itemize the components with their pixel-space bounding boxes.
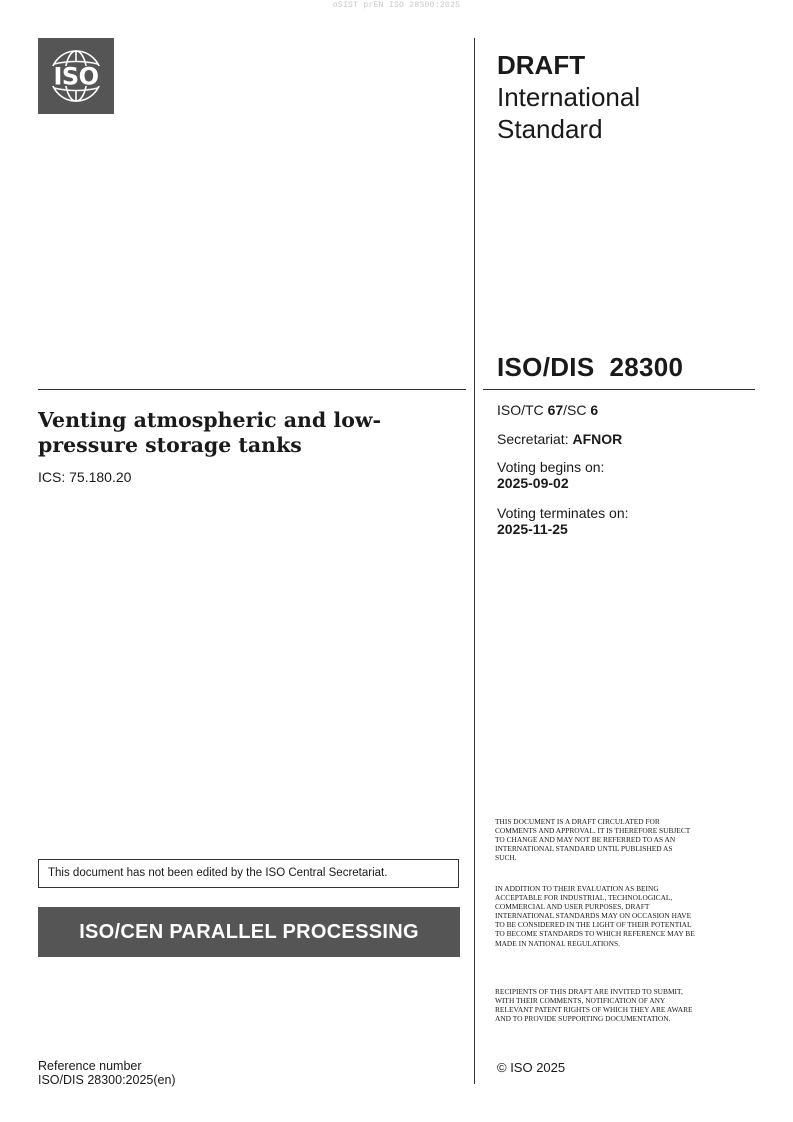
vertical-divider bbox=[474, 38, 475, 1084]
copyright: © ISO 2025 bbox=[497, 1060, 566, 1075]
voting-begins-label: Voting begins on: bbox=[497, 459, 605, 475]
reference-value: ISO/DIS 28300:2025(en) bbox=[38, 1073, 176, 1087]
committee bbox=[497, 402, 598, 418]
left-horizontal-rule bbox=[38, 389, 466, 390]
voting-terminates-date: 2025-11-25 bbox=[497, 521, 568, 537]
voting-begins-date: 2025-09-02 bbox=[497, 475, 569, 491]
heading-international: International bbox=[497, 82, 641, 112]
secretariat-value: AFNOR bbox=[572, 431, 623, 447]
document-type-heading bbox=[497, 49, 640, 145]
committee-mid: /SC bbox=[563, 402, 591, 418]
svg-text:ISO: ISO bbox=[53, 62, 99, 91]
disclaimer-paragraph-1: THIS DOCUMENT IS A DRAFT CIRCULATED FOR COMMENTS AND APPROVAL. IT IS THEREFORE SUBJECT TO CHANGE AND MAY NOT BE REFERRED TO AS AN INTERNATIONAL STANDARD UNTIL PUBLISHED AS SUCH. bbox=[495, 817, 691, 863]
heading-standard: Standard bbox=[497, 114, 603, 144]
committee-prefix: ISO/TC bbox=[497, 402, 548, 418]
parallel-processing-banner: ISO/CEN PARALLEL PROCESSING bbox=[38, 907, 460, 957]
voting-terminates bbox=[497, 505, 629, 537]
disclaimer-paragraph-3: RECIPIENTS OF THIS DRAFT ARE INVITED TO SUBMIT, WITH THEIR COMMENTS, NOTIFICATION OF ANY RELEVANT PATENT RIGHTS OF WHICH THEY ARE AWARE AND TO PROVIDE SUPPORTING DOCUMENTATION. bbox=[495, 987, 693, 1024]
not-edited-notice: This document has not been edited by the ISO Central Secretariat. bbox=[38, 859, 459, 888]
title-line-2: pressure storage tanks bbox=[38, 433, 302, 457]
ics-code: ICS: 75.180.20 bbox=[38, 469, 132, 485]
voting-terminates-label: Voting terminates on: bbox=[497, 505, 629, 521]
watermark: oSIST prEN ISO 28300:2025 bbox=[332, 1, 461, 10]
secretariat-label: Secretariat: bbox=[497, 431, 573, 447]
document-title bbox=[38, 408, 458, 458]
secretariat bbox=[497, 431, 622, 447]
iso-globe-logo-icon bbox=[38, 38, 114, 114]
committee-sc: 6 bbox=[590, 402, 599, 418]
voting-begins bbox=[497, 459, 604, 491]
committee-tc: 67 bbox=[547, 402, 564, 418]
disclaimer-paragraph-2: IN ADDITION TO THEIR EVALUATION AS BEING ACCEPTABLE FOR INDUSTRIAL, TECHNOLOGICAL, COMMERCIAL AND USER PURPOSES, DRAFT INTERNATIONAL STANDARDS MAY ON OCCASION HAVE TO BE CONSIDERED IN THE LIGHT OF THEIR POTENTIAL TO BECOME STANDARDS TO WHICH REFERENCE MAY BE MADE IN NATIONAL REGULATIONS. bbox=[495, 884, 695, 948]
reference-number bbox=[38, 1059, 176, 1087]
heading-draft: DRAFT bbox=[497, 50, 586, 80]
reference-label: Reference number bbox=[38, 1059, 142, 1073]
standard-number: ISO/DIS 28300 bbox=[497, 352, 684, 382]
right-horizontal-rule bbox=[483, 389, 755, 390]
iso-logo bbox=[38, 38, 114, 114]
title-line-1: Venting atmospheric and low- bbox=[38, 408, 382, 432]
